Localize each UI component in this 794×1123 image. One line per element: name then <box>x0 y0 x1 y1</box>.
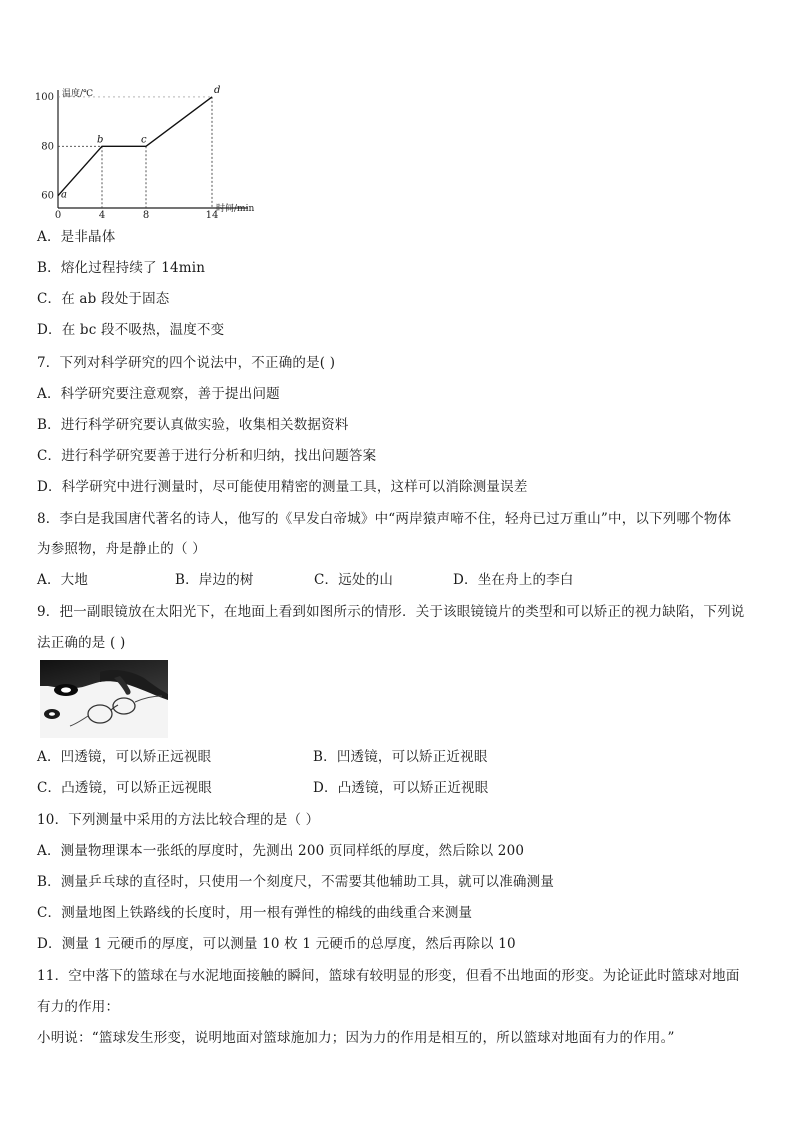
q9-option-a: A．凹透镜，可以矫正远视眼 <box>37 749 212 765</box>
q8-option-d: D．坐在舟上的李白 <box>453 572 574 588</box>
q10-option-b: B．测量乒乓球的直径时，只使用一个刻度尺，不需要其他辅助工具，就可以准确测量 <box>37 874 555 890</box>
y-tick-label: 60 <box>41 190 54 202</box>
chart-svg <box>34 84 264 218</box>
q6-option-a: A．是非晶体 <box>37 229 116 245</box>
q10-option-a: A．测量物理课本一张纸的厚度时，先测出 200 页同样纸的厚度，然后除以 200 <box>37 843 525 859</box>
q6-option-d: D．在 bc 段不吸热，温度不变 <box>37 322 225 338</box>
q10-option-c: C．测量地图上铁路线的长度时，用一根有弹性的棉线的曲线重合来测量 <box>37 905 473 921</box>
x-tick-label: 4 <box>98 210 106 218</box>
q9-options-row2 <box>37 779 589 797</box>
point-label-a: a <box>61 189 67 201</box>
glasses-photo-svg <box>40 660 168 738</box>
q8-option-c: C．远处的山 <box>314 572 394 588</box>
q10-stem: 10．下列测量中采用的方法比较合理的是（ ） <box>37 812 320 828</box>
q10-option-d: D．测量 1 元硬币的厚度，可以测量 10 枚 1 元硬币的总厚度，然后再除以 10 <box>37 936 516 952</box>
q8-option-b: B．岸边的树 <box>175 572 254 588</box>
q9-option-d: D．凸透镜，可以矫正近视眼 <box>313 780 489 796</box>
y-tick-label: 80 <box>41 141 54 153</box>
q7-stem: 7．下列对科学研究的四个说法中，不正确的是( ) <box>37 355 336 371</box>
point-label-b: b <box>97 134 104 146</box>
q6-option-c: C．在 ab 段处于固态 <box>37 291 170 307</box>
temperature-time-chart <box>34 84 264 218</box>
q11-stem-line2: 有力的作用： <box>37 999 120 1015</box>
q8-stem-line1: 8．李白是我国唐代著名的诗人，他写的《早发白帝城》中“两岸猿声啼不住，轻舟已过万重山”中，以下列哪个物体 <box>37 511 732 527</box>
y-axis-label: 温度/℃ <box>62 89 94 99</box>
q9-stem-line1: 9．把一副眼镜放在太阳光下，在地面上看到如图所示的情形．关于该眼镜镜片的类型和可以矫正的视力缺陷，下列说 <box>37 604 745 620</box>
x-axis-label: 时间/min <box>216 204 255 214</box>
x-tick-label: 8 <box>142 210 150 218</box>
q11-stem-line1: 11．空中落下的篮球在与水泥地面接触的瞬间，篮球有较明显的形变，但看不出地面的形变。为论证此时篮球对地面 <box>37 968 740 984</box>
q7-option-a: A．科学研究要注意观察，善于提出问题 <box>37 386 280 402</box>
x-tick-label: 0 <box>54 210 62 218</box>
q8-options <box>37 571 574 589</box>
q9-options-row1 <box>37 748 589 766</box>
temperature-series-line <box>58 97 212 196</box>
q7-option-d: D．科学研究中进行测量时，尽可能使用精密的测量工具，这样可以消除测量误差 <box>37 479 528 495</box>
point-label-c: c <box>141 134 147 146</box>
y-tick-label: 100 <box>34 91 54 103</box>
q7-option-b: B．进行科学研究要认真做实验，收集相关数据资料 <box>37 417 349 433</box>
q8-stem-line2: 为参照物，舟是静止的（ ） <box>37 541 206 557</box>
x-tick-label: 14 <box>205 210 219 218</box>
point-label-d: d <box>214 84 221 96</box>
q9-stem-line2: 法正确的是 ( ) <box>37 635 126 651</box>
q9-option-c: C．凸透镜，可以矫正远视眼 <box>37 780 212 796</box>
glasses-photo <box>40 660 168 738</box>
q6-option-b: B．熔化过程持续了 14min <box>37 260 206 276</box>
q9-option-b: B．凹透镜，可以矫正近视眼 <box>313 749 488 765</box>
q11-quote: 小明说：“篮球发生形变，说明地面对篮球施加力；因为力的作用是相互的，所以篮球对地面有力的作用。” <box>37 1030 675 1046</box>
q7-option-c: C．进行科学研究要善于进行分析和归纳，找出问题答案 <box>37 448 377 464</box>
q8-option-a: A．大地 <box>37 572 89 588</box>
